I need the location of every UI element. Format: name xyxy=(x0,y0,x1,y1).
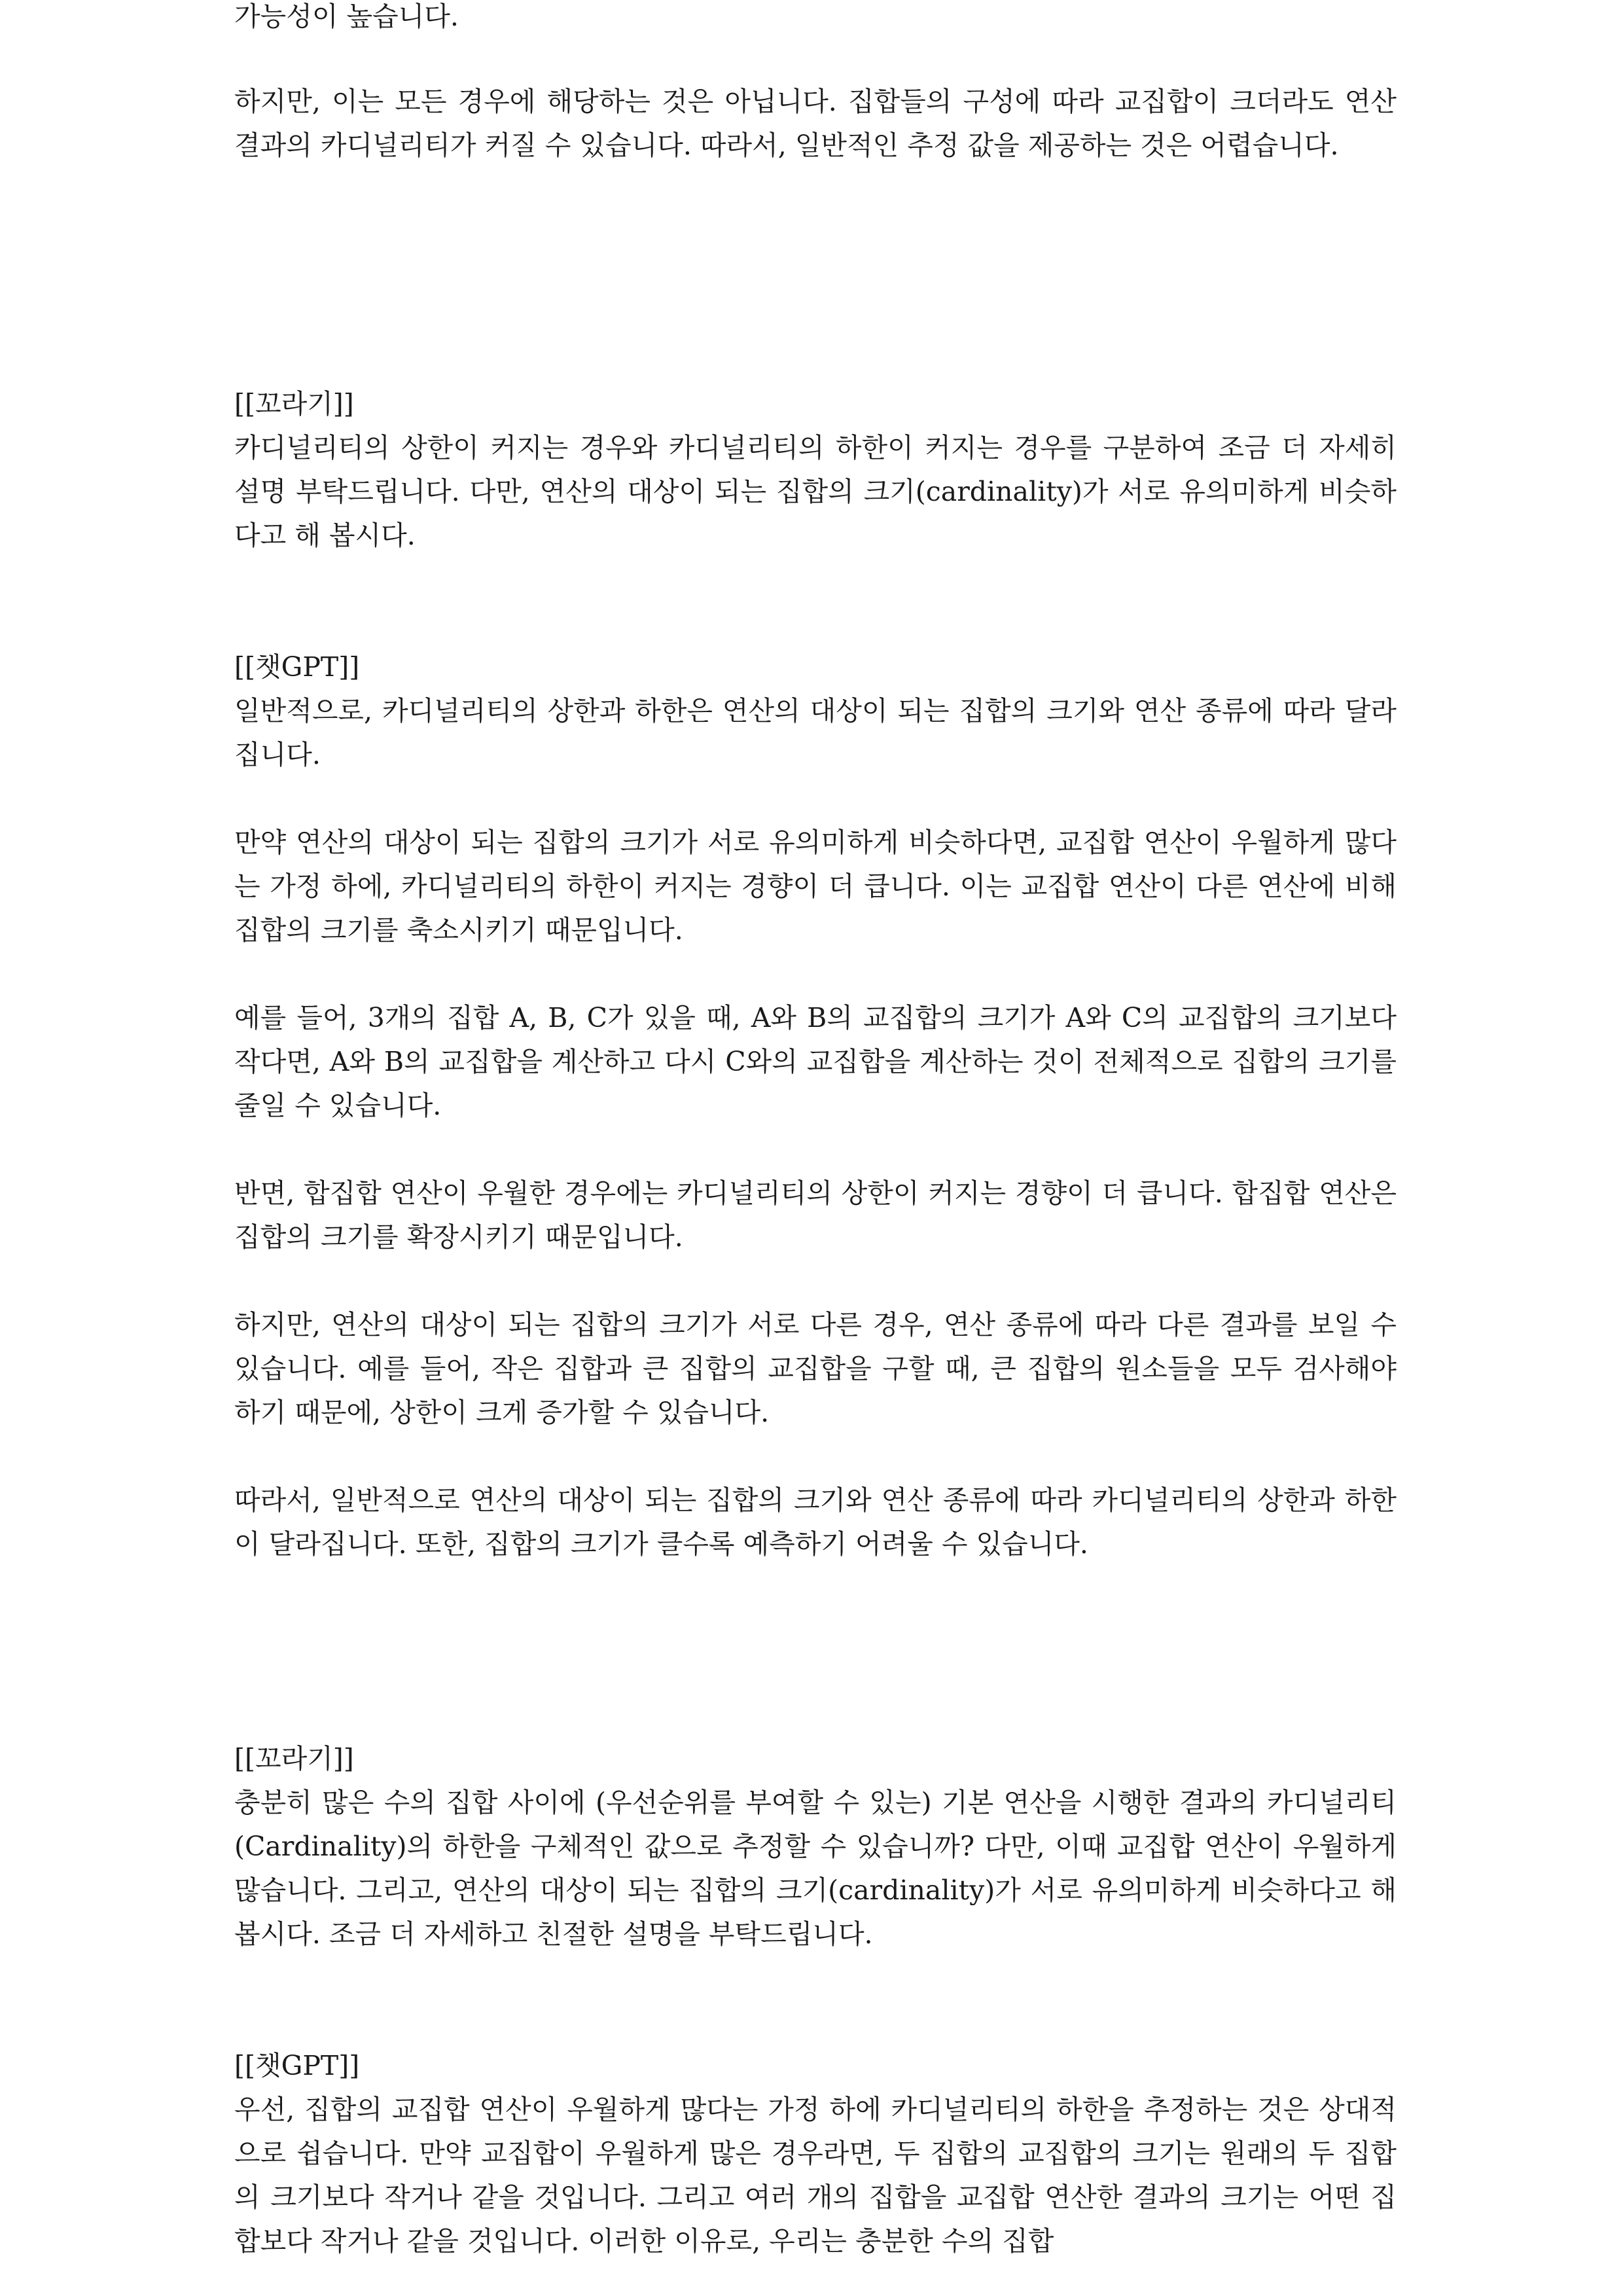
paragraph-user-question-2: 충분히 많은 수의 집합 사이에 (우선순위를 부여할 수 있는) 기본 연산을 시행한 결과의 카디널리티(Cardinality)의 하한을 구체적인 값으로 추정할 수 있습니까? 다만, 이때 교집합 연산이 우월하게 많습니다. 그리고, 연산의 대상이 되는 집합의 크기(cardinality)가 서로 유의미하게 비슷하다고 해 봅시다. 조금 더 자세하고 친절한 설명을 부탁드립니다. xyxy=(234,1787,1397,1950)
paragraph-answer-intersection: 만약 연산의 대상이 되는 집합의 크기가 서로 유의미하게 비슷하다면, 교집합 연산이 우월하게 많다는 가정 하에, 카디널리티의 하한이 커지는 경향이 더 큽니다. 이는 교집합 연산이 다른 연산에 비해 집합의 크기를 축소시키기 때문입니다. xyxy=(234,827,1397,946)
paragraph-answer-intro: 일반적으로, 카디널리티의 상한과 하한은 연산의 대상이 되는 집합의 크기와 연산 종류에 따라 달라집니다. xyxy=(234,695,1397,770)
paragraph-continuation: 가능성이 높습니다. xyxy=(234,1,459,32)
speaker-label-user: [[꼬라기]] xyxy=(234,388,354,420)
paragraph-answer-different-sizes: 하지만, 연산의 대상이 되는 집합의 크기가 서로 다른 경우, 연산 종류에 따라 다른 결과를 보일 수 있습니다. 예를 들어, 작은 집합과 큰 집합의 교집합을 구할 때, 큰 집합의 원소들을 모두 검사해야 하기 때문에, 상한이 크게 증가할 수 있습니다. xyxy=(234,1309,1397,1428)
paragraph-answer-union: 반면, 합집합 연산이 우월한 경우에는 카디널리티의 상한이 커지는 경향이 더 큽니다. 합집합 연산은 집합의 크기를 확장시키기 때문입니다. xyxy=(234,1177,1397,1253)
paragraph-answer-lower-bound: 우선, 집합의 교집합 연산이 우월하게 많다는 가정 하에 카디널리티의 하한을 추정하는 것은 상대적으로 쉽습니다. 만약 교집합이 우월하게 많은 경우라면, 두 집합의 교집합의 크기는 원래의 두 집합의 크기보다 작거나 같을 것입니다. 그리고 여러 개의 집합을 교집합 연산한 결과의 크기는 어떤 집합보다 작거나 같을 것입니다. 이러한 이유로, 우리는 충분한 수의 집합 xyxy=(234,2094,1397,2257)
speaker-label-assistant-2: [[챗GPT]] xyxy=(234,2050,360,2081)
speaker-label-user-2: [[꼬라기]] xyxy=(234,1743,354,1774)
paragraph-user-question-1: 카디널리티의 상한이 커지는 경우와 카디널리티의 하한이 커지는 경우를 구분하여 조금 더 자세히 설명 부탁드립니다. 다만, 연산의 대상이 되는 집합의 크기(cardinality)가 서로 유의미하게 비슷하다고 해 봅시다. xyxy=(234,432,1397,551)
speaker-label-assistant: [[챗GPT]] xyxy=(234,651,360,683)
paragraph-answer-example: 예를 들어, 3개의 집합 A, B, C가 있을 때, A와 B의 교집합의 크기가 A와 C의 교집합의 크기보다 작다면, A와 B의 교집합을 계산하고 다시 C와의 교집합을 계산하는 것이 전체적으로 집합의 크기를 줄일 수 있습니다. xyxy=(234,1002,1397,1121)
paragraph-answer-conclusion: 따라서, 일반적으로 연산의 대상이 되는 집합의 크기와 연산 종류에 따라 카디널리티의 상한과 하한이 달라집니다. 또한, 집합의 크기가 클수록 예측하기 어려울 수 있습니다. xyxy=(234,1484,1397,1560)
paragraph-cardinality-estimate-note: 하지만, 이는 모든 경우에 해당하는 것은 아닙니다. 집합들의 구성에 따라 교집합이 크더라도 연산 결과의 카디널리티가 커질 수 있습니다. 따라서, 일반적인 추정 값을 제공하는 것은 어렵습니다. xyxy=(234,86,1397,161)
